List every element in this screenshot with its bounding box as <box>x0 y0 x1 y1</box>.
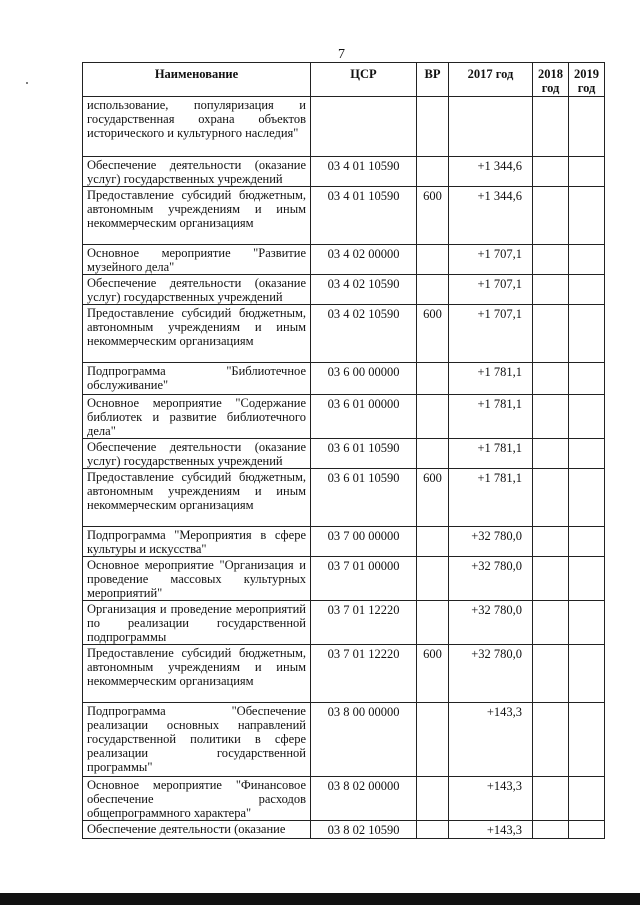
row-2018-cell <box>533 821 569 839</box>
row-csr-cell: 03 4 02 00000 <box>311 245 417 275</box>
row-name-cell: Обеспечение деятельности (оказание услуг) государственных учреждений <box>83 439 311 469</box>
table-row <box>83 245 605 275</box>
table-row <box>83 645 605 703</box>
row-csr-cell: 03 7 00 00000 <box>311 527 417 557</box>
row-2017-cell: +143,3 <box>449 777 533 821</box>
table-row <box>83 703 605 777</box>
row-2017-cell: +1 781,1 <box>449 395 533 439</box>
row-vr-cell <box>417 821 449 839</box>
row-2018-cell <box>533 187 569 245</box>
row-2019-cell <box>569 275 605 305</box>
row-vr-cell <box>417 395 449 439</box>
row-vr-cell <box>417 97 449 157</box>
row-vr-cell <box>417 557 449 601</box>
row-name-cell: Предоставление субсидий бюджетным, автономным учреждениям и иным некоммерческим организациям <box>83 645 311 703</box>
row-2018-cell <box>533 777 569 821</box>
row-2019-cell <box>569 245 605 275</box>
row-2017-cell: +1 707,1 <box>449 305 533 363</box>
row-name-cell: Предоставление субсидий бюджетным, автономным учреждениям и иным некоммерческим организациям <box>83 469 311 527</box>
row-2018-cell <box>533 395 569 439</box>
row-2019-cell <box>569 645 605 703</box>
row-2019-cell <box>569 703 605 777</box>
row-2019-cell <box>569 821 605 839</box>
row-2017-cell: +32 780,0 <box>449 645 533 703</box>
row-2019-cell <box>569 439 605 469</box>
row-csr-cell: 03 4 02 10590 <box>311 275 417 305</box>
row-vr-cell <box>417 275 449 305</box>
row-2018-cell <box>533 275 569 305</box>
row-vr-cell <box>417 777 449 821</box>
row-name-cell: Подпрограмма "Обеспечение реализации основных направлений государственной политики в сфере реализации государственной программы" <box>83 703 311 777</box>
row-2017-cell: +1 781,1 <box>449 469 533 527</box>
row-name-cell: Обеспечение деятельности (оказание <box>83 821 311 839</box>
row-csr-cell: 03 6 01 00000 <box>311 395 417 439</box>
row-2017-cell: +32 780,0 <box>449 527 533 557</box>
header-row <box>83 63 605 97</box>
row-vr-cell <box>417 601 449 645</box>
row-2017-cell: +1 781,1 <box>449 363 533 395</box>
row-csr-cell: 03 7 01 12220 <box>311 601 417 645</box>
row-2018-cell <box>533 97 569 157</box>
row-name-cell: Основное мероприятие "Организация и проведение массовых культурных мероприятий" <box>83 557 311 601</box>
row-name-cell: Подпрограмма "Мероприятия в сфере культуры и искусства" <box>83 527 311 557</box>
row-2017-cell: +143,3 <box>449 821 533 839</box>
row-2019-cell <box>569 157 605 187</box>
budget-table <box>82 62 605 839</box>
table-row <box>83 439 605 469</box>
table-row <box>83 557 605 601</box>
row-2017-cell: +1 707,1 <box>449 275 533 305</box>
row-2018-cell <box>533 157 569 187</box>
table-row <box>83 395 605 439</box>
page-number: 7 <box>338 47 345 62</box>
row-name-cell: Основное мероприятие "Финансовое обеспечение расходов общепрограммного характера" <box>83 777 311 821</box>
row-2019-cell <box>569 187 605 245</box>
row-2018-cell <box>533 469 569 527</box>
table-row <box>83 821 605 839</box>
row-2017-cell <box>449 97 533 157</box>
header-2019: 2019 год <box>569 63 605 97</box>
row-csr-cell <box>311 97 417 157</box>
row-name-cell: использование, популяризация и государственная охрана объектов исторического и культурного наследия" <box>83 97 311 157</box>
row-vr-cell <box>417 245 449 275</box>
row-csr-cell: 03 8 02 00000 <box>311 777 417 821</box>
row-vr-cell <box>417 527 449 557</box>
row-2019-cell <box>569 527 605 557</box>
row-2019-cell <box>569 557 605 601</box>
row-name-cell: Предоставление субсидий бюджетным, автономным учреждениям и иным некоммерческим организациям <box>83 305 311 363</box>
row-name-cell: Обеспечение деятельности (оказание услуг) государственных учреждений <box>83 157 311 187</box>
row-csr-cell: 03 4 01 10590 <box>311 157 417 187</box>
row-2017-cell: +1 344,6 <box>449 187 533 245</box>
row-vr-cell: 600 <box>417 305 449 363</box>
header-name: Наименование <box>83 63 311 97</box>
row-name-cell: Основное мероприятие "Развитие музейного дела" <box>83 245 311 275</box>
row-2017-cell: +1 344,6 <box>449 157 533 187</box>
row-vr-cell: 600 <box>417 187 449 245</box>
table-row <box>83 777 605 821</box>
row-csr-cell: 03 8 02 10590 <box>311 821 417 839</box>
scan-speck <box>26 82 28 84</box>
row-2018-cell <box>533 439 569 469</box>
row-vr-cell: 600 <box>417 469 449 527</box>
row-2018-cell <box>533 305 569 363</box>
row-name-cell: Предоставление субсидий бюджетным, автономным учреждениям и иным некоммерческим организациям <box>83 187 311 245</box>
row-csr-cell: 03 6 01 10590 <box>311 469 417 527</box>
row-2018-cell <box>533 557 569 601</box>
row-vr-cell: 600 <box>417 645 449 703</box>
header-2018: 2018 год <box>533 63 569 97</box>
table-row <box>83 157 605 187</box>
row-csr-cell: 03 7 01 00000 <box>311 557 417 601</box>
row-2019-cell <box>569 601 605 645</box>
row-name-cell: Организация и проведение мероприятий по реализации государственной подпрограммы <box>83 601 311 645</box>
row-csr-cell: 03 4 02 10590 <box>311 305 417 363</box>
row-2019-cell <box>569 97 605 157</box>
table-row <box>83 469 605 527</box>
row-2017-cell: +32 780,0 <box>449 601 533 645</box>
row-2019-cell <box>569 777 605 821</box>
row-2017-cell: +143,3 <box>449 703 533 777</box>
row-csr-cell: 03 8 00 00000 <box>311 703 417 777</box>
row-name-cell: Основное мероприятие "Содержание библиотек и развитие библиотечного дела" <box>83 395 311 439</box>
row-csr-cell: 03 6 01 10590 <box>311 439 417 469</box>
row-2018-cell <box>533 245 569 275</box>
row-2017-cell: +32 780,0 <box>449 557 533 601</box>
row-2019-cell <box>569 395 605 439</box>
row-2018-cell <box>533 703 569 777</box>
row-2019-cell <box>569 363 605 395</box>
table-row <box>83 97 605 157</box>
row-csr-cell: 03 4 01 10590 <box>311 187 417 245</box>
row-2017-cell: +1 781,1 <box>449 439 533 469</box>
scan-edge <box>0 893 640 905</box>
row-csr-cell: 03 6 00 00000 <box>311 363 417 395</box>
row-vr-cell <box>417 157 449 187</box>
row-vr-cell <box>417 703 449 777</box>
row-name-cell: Обеспечение деятельности (оказание услуг) государственных учреждений <box>83 275 311 305</box>
row-2018-cell <box>533 527 569 557</box>
row-vr-cell <box>417 363 449 395</box>
row-csr-cell: 03 7 01 12220 <box>311 645 417 703</box>
row-2017-cell: +1 707,1 <box>449 245 533 275</box>
table-row <box>83 275 605 305</box>
row-vr-cell <box>417 439 449 469</box>
table-row <box>83 527 605 557</box>
table-row <box>83 601 605 645</box>
row-2018-cell <box>533 645 569 703</box>
table-row <box>83 363 605 395</box>
header-vr: ВР <box>417 63 449 97</box>
row-2018-cell <box>533 363 569 395</box>
row-2019-cell <box>569 469 605 527</box>
header-csr: ЦСР <box>311 63 417 97</box>
row-2019-cell <box>569 305 605 363</box>
table-row <box>83 187 605 245</box>
table-row <box>83 305 605 363</box>
row-2018-cell <box>533 601 569 645</box>
row-name-cell: Подпрограмма "Библиотечное обслуживание" <box>83 363 311 395</box>
header-2017: 2017 год <box>449 63 533 97</box>
